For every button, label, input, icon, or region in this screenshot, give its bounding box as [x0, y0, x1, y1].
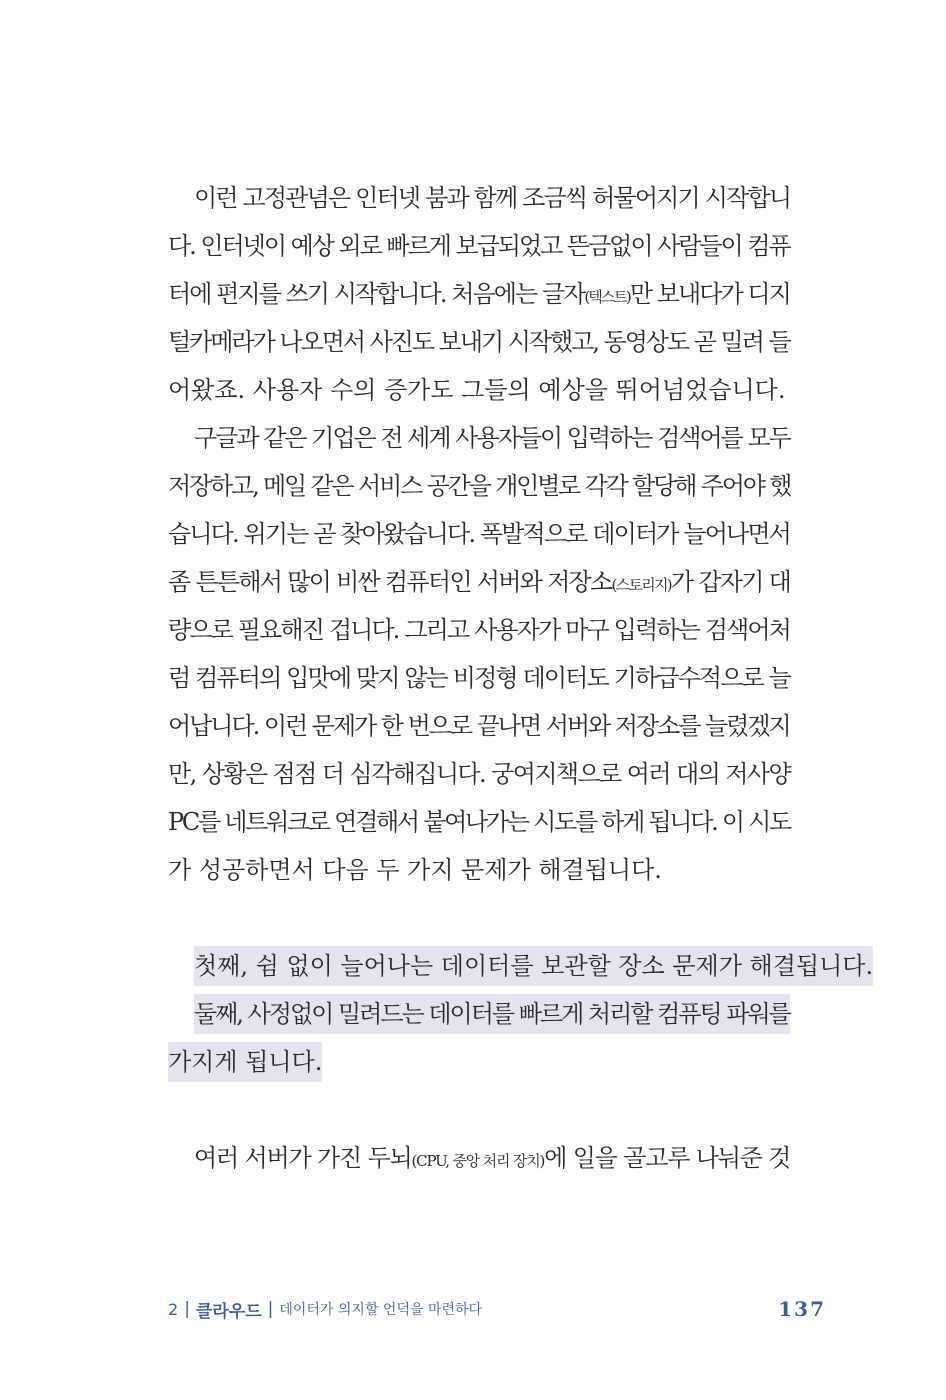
text-line [168, 658, 790, 698]
annotation-text: (CPU, 중앙 처리 장치) [411, 1152, 545, 1170]
text-segment: 이런 고정관념은 인터넷 붐과 함께 조금씩 허물어지기 시작합니 [194, 184, 791, 212]
annotation-text: (스토리지) [611, 576, 671, 594]
text-segment: 좀 튼튼해서 많이 비싼 컴퓨터인 서버와 저장소 [168, 568, 612, 596]
text-segment: 럼 컴퓨터의 입맛에 맞지 않는 비정형 데이터도 기하급수적으로 늘 [168, 664, 790, 692]
highlighted-text: 가지게 됩니다. [168, 1042, 322, 1082]
page-footer [168, 1296, 826, 1322]
text-segment: 만, 상황은 점점 더 심각해집니다. 궁여지책으로 여러 대의 저사양 [168, 760, 791, 788]
text-segment: 습니다. 위기는 곧 찾아왔습니다. 폭발적으로 데이터가 늘어나면서 [168, 520, 790, 548]
text-line [168, 466, 790, 506]
text-segment [168, 274, 790, 314]
text-segment: 어왔죠. 사용자 수의 증가도 그들의 예상을 뛰어넘었습니다. [168, 376, 786, 404]
text-segment: 다. 인터넷이 예상 외로 빠르게 보급되었고 뜬금없이 사람들이 컴퓨 [168, 232, 790, 260]
text-segment: 어납니다. 이런 문제가 한 번으로 끝나면 서버와 저장소를 늘렸겠지 [168, 712, 790, 740]
text-line [168, 322, 790, 362]
text-segment: 털카메라가 나오면서 사진도 보내기 시작했고, 동영상도 곧 밀려 들 [168, 328, 790, 356]
text-segment: 저장하고, 메일 같은 서비스 공간을 개인별로 각각 할당해 주어야 했 [168, 472, 791, 500]
text-segment: 가 갑자기 대 [670, 568, 791, 596]
annotation-text: (텍스트) [584, 288, 630, 306]
text-line [168, 514, 790, 554]
chapter-title: 클라우드 [195, 1301, 262, 1322]
text-segment: PC를 네트워크로 연결해서 붙여나가는 시도를 하게 됩니다. 이 시도 [168, 808, 790, 836]
text-line [168, 754, 790, 794]
text-segment: 여러 서버가 가진 두뇌 [194, 1144, 412, 1172]
text-line [168, 850, 790, 890]
text-line [194, 1138, 790, 1178]
text-segment: 만 보내다가 디지 [629, 280, 790, 308]
text-line [168, 274, 790, 314]
chapter-number: 2 [168, 1299, 179, 1319]
text-segment [168, 562, 790, 602]
text-segment: 가 성공하면서 다음 두 가지 문제가 해결됩니다. [168, 856, 662, 884]
text-line [168, 610, 790, 650]
text-segment: 구글과 같은 기업은 전 세계 사용자들이 입력하는 검색어를 모두 [194, 424, 790, 452]
text-line [168, 562, 790, 602]
page-number: 137 [778, 1297, 826, 1321]
text-segment: 량으로 필요해진 겁니다. 그리고 사용자가 마구 입력하는 검색어처 [168, 616, 790, 644]
highlight-line [194, 994, 790, 1034]
text-segment [194, 1138, 790, 1178]
text-line [168, 370, 790, 410]
text-segment: 터에 편지를 쓰기 시작합니다. 처음에는 글자 [168, 280, 585, 308]
highlighted-text: 첫째, 쉼 없이 늘어나는 데이터를 보관할 장소 문제가 해결됩니다. [194, 946, 873, 986]
text-line [168, 802, 790, 842]
highlight-line [168, 1042, 790, 1082]
text-line [194, 178, 790, 218]
text-line [168, 706, 790, 746]
highlighted-text: 둘째, 사정없이 밀려드는 데이터를 빠르게 처리할 컴퓨팅 파워를 [194, 994, 790, 1034]
text-segment: 에 일을 골고루 나눠준 것 [544, 1144, 791, 1172]
text-line [168, 226, 790, 266]
footer-separator: | [267, 1299, 274, 1319]
section-title: 데이터가 의지할 언덕을 마련하다 [279, 1302, 483, 1318]
text-line [194, 418, 790, 458]
footer-separator: | [184, 1299, 190, 1319]
highlight-line [194, 946, 874, 986]
